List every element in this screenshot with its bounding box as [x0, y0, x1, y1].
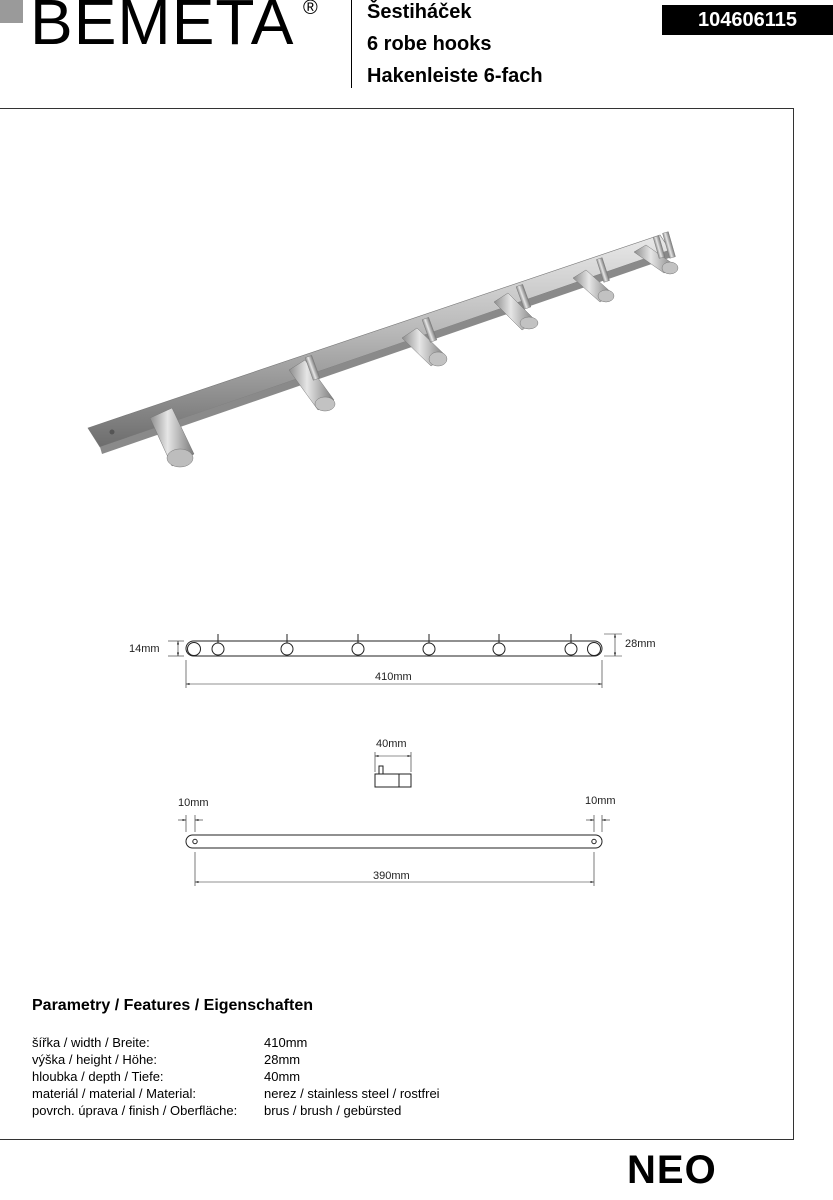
feature-label: hloubka / depth / Tiefe:: [32, 1069, 164, 1084]
registered-mark: ®: [303, 0, 318, 19]
side-view-drawing: [375, 752, 411, 787]
feature-label: šířka / width / Breite:: [32, 1035, 150, 1050]
product-photo: [88, 232, 678, 467]
feature-value: 40mm: [264, 1069, 301, 1084]
dim-height-left: 14mm: [129, 643, 160, 655]
series-name: NEO: [627, 1148, 717, 1192]
dim-left-offset: 10mm: [178, 797, 209, 809]
feature-label: povrch. úprava / finish / Oberfläche:: [32, 1103, 238, 1118]
feature-value: 410mm: [264, 1035, 308, 1050]
dim-hole-spacing: 390mm: [373, 870, 410, 882]
feature-value: nerez / stainless steel / rostfrei: [264, 1086, 440, 1101]
title-czech: Šestiháček: [367, 1, 472, 23]
feature-value: 28mm: [264, 1052, 301, 1067]
title-german: Hakenleiste 6-fach: [367, 65, 543, 87]
features-title: Parametry / Features / Eigenschaften: [32, 997, 313, 1014]
feature-label: výška / height / Höhe:: [32, 1052, 158, 1067]
dim-height-right: 28mm: [625, 638, 656, 650]
dim-depth: 40mm: [376, 738, 407, 750]
dim-width: 410mm: [375, 671, 412, 683]
brand-logo: BEMETA: [30, 0, 295, 58]
feature-label: materiál / material / Material:: [32, 1086, 196, 1101]
title-english: 6 robe hooks: [367, 33, 492, 55]
feature-value: brus / brush / gebürsted: [264, 1103, 402, 1118]
product-code: 104606115: [662, 5, 833, 35]
dim-right-offset: 10mm: [585, 795, 616, 807]
